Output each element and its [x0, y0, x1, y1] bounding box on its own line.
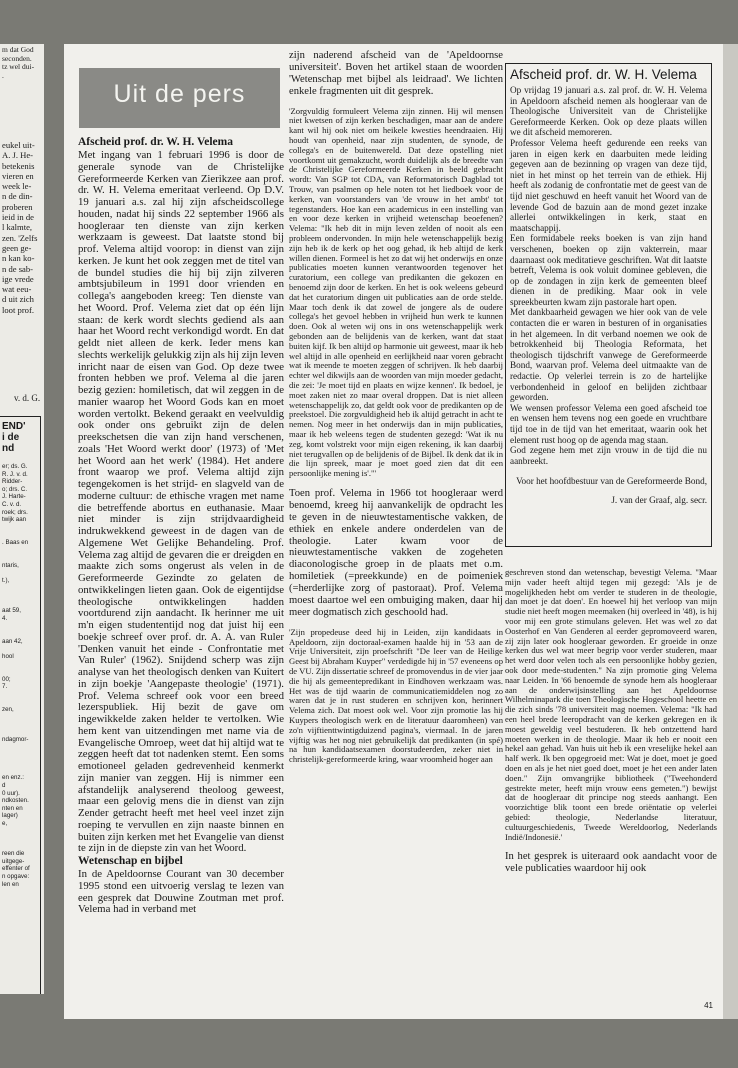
prev-box-line: J. Harte-: [2, 493, 26, 501]
prev-box-line: [2, 660, 30, 668]
prev-box-line: reen die: [2, 850, 25, 858]
quote-block: 'Zorgvuldig formuleert Velema zijn zinnen. Hij wil mensen niet kwetsen of zijn kerken beschadigen, maar aan de andere kant wil hij ook niet om heikele kwesties heendraaien. Hij houdt van openheid, naar zijn studenten, de synode, de collega's en de buitenwereld. Dat deze opstelling niet voortkomt uit gemakzucht, wordt duidelijk als de breedte van de Christelijke Gereformeerde Kerken in beeld gebracht wordt: Van SGP tot CDA, van Reformatorisch Dagblad tot Trouw, van psalmen op hele noten tot het liedboek voor de kerken, van voorstanders van 'de vrouw in het ambt' tot tegenstanders. Hoe kan een academicus in een instelling van en voor deze kerken in vrijheid wetenschap beoefenen? Velema: "Ik heb dit in mijn leven zelden of nooit als een probleem ondervonden. In mijn hele wetenschappelijk bezig zijn heb ik de kerk op het oog gehad, ik heb altijd de kerk willen dienen. Formeel is het zo dat wij het onderwijs en onze publicaties moeten kunnen verantwoorden tegenover het curatorium, een college van predikanten die gekozen en benoemd zijn door de kerken. En het is ook weleens gebeurd dat het curatorium dingen uit publicaties aan de orde stelde. Maar toch denk ik dat zowel de jongere als de oudere collega's het gevoel hebben in vrijheid hun werk te kunnen doen. Ook al weten wij ons in ons wetenschappelijk werk gebonden aan de belijdenis van de kerken, want dat staat buiten kijf. Ik ben altijd op harmonie uit geweest, maar ik heb wel altijd in alle openheid en eerlijkheid naar voren gebracht wat ik meende te moeten zeggen of schrijven. Ik heb daarbij echter wel dikwijls aan de woorden van mijn moeder gedacht, die zei: 'Je moet tijd en plaats en wijze kennen'. Ik bedoel, je moet zaken niet zo maar overal droppen. Dat is niet alleen wetenschappelijk zo, dat geldt ook voor de predikanten op de preekstoel. Die zorgvuldigheid heb ik altijd getracht in acht te nemen. Nog meer in het onderwijs dan in mijn publicaties, maar ik heb weleens tegen de studenten gezegd: 'Wat ik nu zeg, komt volstrekt voor mijn eigen rekening, ik kan daarbij niet terugvallen op de belijdenis of de Bijbel. Ik denk dat ik in die lijn spreek, maar je moet goed zien dat dit een persoonlijke mening is'."': [289, 105, 503, 479]
prev-box-title-line: nd: [2, 443, 15, 454]
prev-box-line: roek; drs.: [2, 508, 28, 516]
prev-box-line: o; drs. C.: [2, 485, 28, 493]
prev-page-line: A. J. He-: [2, 150, 34, 161]
prev-box-line: e,: [2, 819, 8, 827]
prev-page-signoff: v. d. G.: [14, 393, 41, 403]
next-page-edge: [723, 44, 738, 1019]
prev-page-box-lines: [2, 463, 30, 888]
notice-paragraph: Met dankbaarheid gewagen we hier ook van de vele contacten die er waren in besturen of in organisaties in het algemeen. In dit verband noemen we ook de betrokkenheid bij Theologia Reformata, het theologisch tijdschrift vanwege de Gereformeerde Bond, waarvan prof. Velema deel uitmaakte van de redactie. Op velerlei terrein is zo de hartelijke verbondenheid in geloof en belijden zichtbaar geworden.: [510, 307, 707, 403]
prev-box-line: [2, 569, 30, 577]
article-paragraph: Met ingang van 1 februari 1996 is door de generale synode van de Christelijke Gereformeerde Kerken van Zierikzee aan prof. dr. W. H. Velema emeritaat verleend. Op D.V. 19 januari a.s. zal hij zijn afscheidscollege houden, nadat hij sinds 22 september 1966 als hoogleraar ten dienste van zijn kerken werkzaam is geweest. Dat laatste stond bij prof. Velema altijd voorop: in dienst van zijn kerken. Je kunt het ook zeggen met de titel van de bundel studies die hij bij zijn zilveren ambtsjubileum in 1991 door vrienden en collega's aangeboden kreeg: Ten dienste van het Woord. Prof. Velema ziet dat op één lijn staan: de kerk wordt slechts gediend als aan haar het Woord recht verkondigd wordt. En dat geldt niet alleen de kerk. Ieder mens kan slechts werkelijk gelukkig zijn als hij zijn leven inricht naar de eisen van God. Op deze twee fronten hebben we prof. Velema al die jaren bezig gezien: homiletisch, dat wil zeggen in de manier waarop het Woord Gods kan en moet worden vertolkt. Bekend geraakt en veelvuldig ook onder ons gebruikt zijn de delen preekschetsen die van zijn hand verschenen, zoals 'Het Woord werkt door' (1973) of 'Met het Woord aan het werk' (1984). Het andere front waarop we prof. Velema altijd zijn tegengekomen is het strijd- en slagveld van de moderne cultuur: de ethische vragen met name die betreffende abortus en euthanasie. Maar niet minder is zijn strijdvaardigheid indrukwekkend geweest in de dagen van de Algemene Wet Gelijke Behandeling. Prof. Velema zag altijd de gevaren die er dreigden en maakte zich soms ongerust als velen in de Gereformeerde Gezindte zo gelaten de ontwikkelingen lieten gaan. Ook de eigentijdse theologische ontwikkelingen hadden voortdurend zijn aandacht. Ik herinner me uit m'n eigen studententijd nog dat juist hij een boekje schreef over prof. dr. A. A. van Ruler 'Denken vanuit het einde - Confrontatie met Van Ruler' (1962). Snijdend scherp was zijn analyse van het theologisch denken van Kuitert in zijn boekje 'Aangepaste theologie' (1971). Prof. Velema schreef ook voor een breed lezerspubliek. Hij bezit de gave om ingewikkelde zaken helder te vertolken. Wie hem kent van uitzendingen met name via de Evangelische Omroep, weet dat hij altijd wat te zeggen heeft dat tot nadenken stemt. Een soms emotioneel geladen gedrevenheid kenmerkt zijn manier van zeggen. Hij is nimmer een afstandelijk analyserend theoloog geweest, maar een gelovig mens die in dienst van zijn Zender getracht heeft met heel veel inzet zijn roeping te vervullen en zijn naaste binnen en buiten zijn kerken met het Evangelie van dienst te zijn in de diepste zin van het Woord.: [78, 149, 284, 855]
prev-page-line: vieren en: [2, 170, 34, 181]
prev-page-line: ige vrede: [2, 273, 34, 284]
prev-box-title-line: END': [2, 421, 26, 432]
prev-page-line: l kalmte,: [2, 222, 33, 233]
page-number: 41: [704, 1001, 713, 1010]
prev-page-column-text: [2, 140, 37, 315]
prev-box-line: hool: [2, 652, 14, 660]
prev-box-line: er; ds. G.: [2, 463, 28, 470]
notice-paragraph: Een formidabele reeks boeken is van zijn hand verschenen, boeken op zijn vakterrein, maar daarnaast ook meditatieve geschriften. Wat dit laatste betreft, Velema is ook voluit dominee gebleven, die op de zondagen in zijn kerk de gemeenten bleef dienen in de prediking. Maar ook in vele spreekbeurten kwam zijn pastorale hart open.: [510, 233, 707, 307]
prev-page-line: n kan ko-: [2, 253, 35, 264]
prev-box-line: [2, 752, 30, 760]
prev-box-line: [2, 835, 30, 843]
prev-page-line: n de din-: [2, 191, 33, 202]
prev-box-line: [2, 759, 30, 767]
prev-box-line: [2, 622, 30, 630]
prev-page-line: d uit zich: [2, 294, 34, 305]
subheading: Wetenschap en bijbel: [78, 855, 183, 867]
prev-box-line: [2, 828, 30, 836]
prev-box-line: [2, 843, 30, 851]
prev-page-line: n de sab-: [2, 263, 34, 274]
prev-box-line: ntaris,: [2, 561, 19, 569]
column-3: [505, 568, 717, 875]
previous-page-fragment: [0, 44, 44, 994]
prev-box-line: ndagmor-: [2, 736, 29, 744]
prev-box-line: [2, 721, 30, 729]
prev-box-line: [2, 554, 30, 562]
farewell-notice-box: [505, 63, 712, 547]
prev-box-line: n opgave:: [2, 873, 30, 881]
prev-box-line: [2, 600, 30, 608]
article-heading: Afscheid prof. dr. W. H. Velema: [78, 136, 233, 148]
quote-block: 'Zijn propedeuse deed hij in Leiden, zijn kandidaats in Apeldoorn, zijn doctoraal-examen haalde hij in '53 aan de Vrije Universiteit, zijn proefschrift "De leer van de Heilige Geest bij Abraham Kuyper" verdedigde hij in '57 eveneens op de VU. Zijn dissertatie schreef de promovendus in de vier jaar die hij als gemeentepredikant in Eindhoven werkzaam was. Het was de tijd waarin de communicatiemiddelen nog zo waren dat je in rust studeren en schrijven kon, herinnert Velema zich. Dat moest ook wel. Voor zijn promotie las hij Kuypers theologisch werk en de literatuur daaromheen) van zo'n vijftienttwintigduizend pagina's, viermaal. In de jaren vijftig was het nog niet gebruikelijk dat predikanten (in spé) na hun kandidaatsexamen doorstudeerden, zeker niet in christelijk-gereformeerde kring, waar vroomheid hoger aan: [289, 626, 503, 765]
notice-paragraph: Professor Velema heeft gedurende een reeks van jaren in eigen kerk en daarbuiten mede leiding gegeven aan de bezinning op vragen van deze tijd, niet in het minst op het terrein van de ethiek. Hij heeft als zodanig de confrontatie met de geest van de tijd niet geschuwd en heeft vanuit het Woord van de levende God de bazuin aan de mond gezet inzake allerlei ontwikkelingen in kerk, staat en maatschappij.: [510, 137, 707, 233]
section-banner-title: Uit de pers: [113, 80, 246, 108]
prev-page-line: betekenis: [2, 160, 35, 171]
prev-page-line: .: [2, 70, 4, 80]
prev-box-line: nten en: [2, 804, 23, 812]
prev-box-line: [2, 698, 30, 706]
column-2: [289, 50, 503, 765]
prev-box-line: Ridder-: [2, 478, 23, 486]
notice-paragraph: We wensen professor Velema een goed afscheid toe en wensen hem tevens nog een goede en vruchtbare tijd toe in de tijd van het emeritaat, waarin ook het element rust hoog op de agenda mag staan.: [510, 402, 707, 445]
prev-box-line: [2, 645, 30, 653]
prev-box-line: [2, 691, 30, 699]
prev-box-line: effenter of: [2, 865, 30, 873]
prev-box-line: [2, 585, 30, 593]
prev-box-line: 4.: [2, 614, 8, 622]
magazine-page: [64, 44, 723, 1019]
prev-box-line: 00;: [2, 675, 11, 683]
prev-box-line: t.),: [2, 576, 10, 584]
prev-box-line: [2, 714, 30, 722]
prev-page-line: loot prof.: [2, 304, 34, 315]
prev-page-box-title: [2, 421, 26, 454]
prev-box-line: aat 59,: [2, 607, 21, 615]
prev-box-line: twijk aan: [2, 516, 27, 524]
prev-box-line: C. v. d.: [2, 500, 22, 508]
prev-box-line: [2, 767, 30, 775]
prev-page-line: m dat God: [2, 45, 34, 54]
prev-box-line: [2, 744, 30, 752]
prev-page-top-text: [2, 46, 34, 80]
notice-title: Afscheid prof. dr. W. H. Velema: [510, 67, 697, 82]
notice-paragraph: God zegene hem met zijn vrouw in de tijd die nu aanbreekt.: [510, 445, 707, 466]
prev-box-line: aan 42,: [2, 637, 23, 645]
article-paragraph: zijn naderend afscheid van de 'Apeldoornse universiteit'. Boven het artikel staan de woorden 'Wetenschap met bijbel als leidraad'. We lichten enkele fragmenten uit dit gesprek.: [289, 50, 503, 97]
prev-box-line: [2, 531, 30, 539]
notice-paragraph: Op vrijdag 19 januari a.s. zal prof. dr. W. H. Velema in Apeldoorn afscheid nemen als hoogleraar van de Theologische Universiteit van de Christelijke Gereformeerde Kerken. Ook op deze plaats willen we dit afscheid memoreren.: [510, 85, 707, 138]
prev-box-line: [2, 547, 30, 555]
article-paragraph: Toen prof. Velema in 1966 tot hoogleraar werd benoemd, kreeg hij aanvankelijk de opdracht les te geven in de nieuwtestamentische vakken, de ethiek en enkele andere onderdelen van de theologie. Later kwam voor de nieuwtestamentische vakken de zogeheten diaconologische groep in de plaats met o.m. homiletiek (=preekkunde) en de poimeniek (=herderlijke zorg of pastoraat). Prof. Velema moest daartoe wel een ombuiging maken, daar hij meer dogmatisch zich geschoold had.: [289, 487, 503, 618]
prev-box-line: 0 uur).: [2, 789, 20, 797]
prev-box-line: en enz.:: [2, 774, 25, 782]
prev-box-line: . Baas en: [2, 538, 29, 546]
prev-page-line: wat eeu-: [2, 284, 32, 295]
prev-page-line: geen ge-: [2, 242, 32, 253]
prev-box-line: lager): [2, 812, 18, 820]
prev-page-colophon-box: [0, 416, 41, 994]
section-banner: [79, 68, 280, 128]
notice-signature-name: J. van der Graaf, alg. secr.: [611, 494, 707, 505]
prev-page-line: proberen: [2, 201, 33, 212]
prev-box-line: len en: [2, 880, 19, 888]
prev-page-line: eukel uit-: [2, 140, 35, 150]
prev-box-line: [2, 729, 30, 737]
prev-box-line: [2, 630, 30, 638]
prev-box-line: uitgege-: [2, 857, 25, 865]
prev-page-line: ieid in de: [2, 212, 34, 223]
prev-box-line: [2, 592, 30, 600]
notice-signature-org: Voor het hoofdbestuur van de Gereformeerde Bond,: [516, 476, 707, 487]
prev-page-line: zen. 'Zelfs: [2, 232, 38, 243]
article-paragraph: In de Apeldoornse Courant van 30 december 1995 stond een uitvoerig verslag te lezen van een gesprek dat Douwine Zoutman met prof. Velema had in verband met: [78, 868, 284, 916]
prev-page-line: week le-: [2, 181, 32, 192]
quote-block: geschreven stond dan wetenschap, bevestigt Velema. "Maar mijn vader heeft altijd tegen mij gezegd: 'Als je de mogelijkheden hebt om verder te studeren in de theologie, dan moet je dat doen'. En hoewel hij het verloop van mijn studie niet heeft mogen meemaken (hij overleed in '48), is hij voor mij een grote stimulans geleven. Het was wel zo dat Oosterhof en Van Genderen al eerder gepromoveerd waren, zij zijn later ook hoogleraar geworden. Er groeide in onze kerken dus wel wat meer begrip voor verder studeren, maar het werd door velen toch als een persoonlijke hobby gezien, ook door mede-studenten." Na zijn promotie ging Velema naar Leiden. In '66 benoemde de synode hem als hoogleraar aan de onderwijsinstelling aan het Apeldoornse Wilhelminapark die toen Theologische Hogeschool heette en die zich sinds '78 universiteit mag noemen. Velema: "Ik had een heel brede leeropdracht van de kerken gekregen en ik moest geweldig veel bestuderen. Ik heb ontzettend hard moeten werken in de theologie. Maar ik heb er nooit een hekel aan gehad. Van huis uit heb ik een vreselijke hekel aan half werk. Ik ben opgegroeid met: Wat je doet, moet je goed doen en als je het niet goed doet, moet je het een ander laten doen." Zijn omvangrijke bibliotheek ("Tweehonderd gestrekte meter, heeft mijn vrouw eens gemeten.") bewijst dat de hoogleraar dit principe nog steeds aanhangt. Een voorzichtige blik toont een brede oriëntatie op velerlei gebied: theologie, Nederlandse literatuur, cultuurgeschiedenis, Tweede Wereldoorlog, Nederlands Indië/Indonesië.': [505, 567, 717, 842]
prev-box-line: 7.: [2, 683, 8, 691]
prev-box-line: [2, 668, 30, 676]
prev-box-line: zen,: [2, 706, 14, 713]
prev-page-line: seconden.: [2, 53, 32, 63]
prev-box-title-line: i de: [2, 432, 20, 443]
prev-box-line: R. J. v. d.: [2, 470, 28, 478]
column-1: [78, 136, 284, 916]
article-paragraph: In het gesprek is uiteraard ook aandacht voor de vele publicaties waardoor hij ook: [505, 851, 717, 875]
prev-page-line: tz wel dui-: [2, 62, 35, 72]
prev-box-line: d: [2, 781, 6, 789]
prev-box-line: [2, 524, 30, 532]
prev-box-line: ndkosten.: [2, 797, 29, 805]
